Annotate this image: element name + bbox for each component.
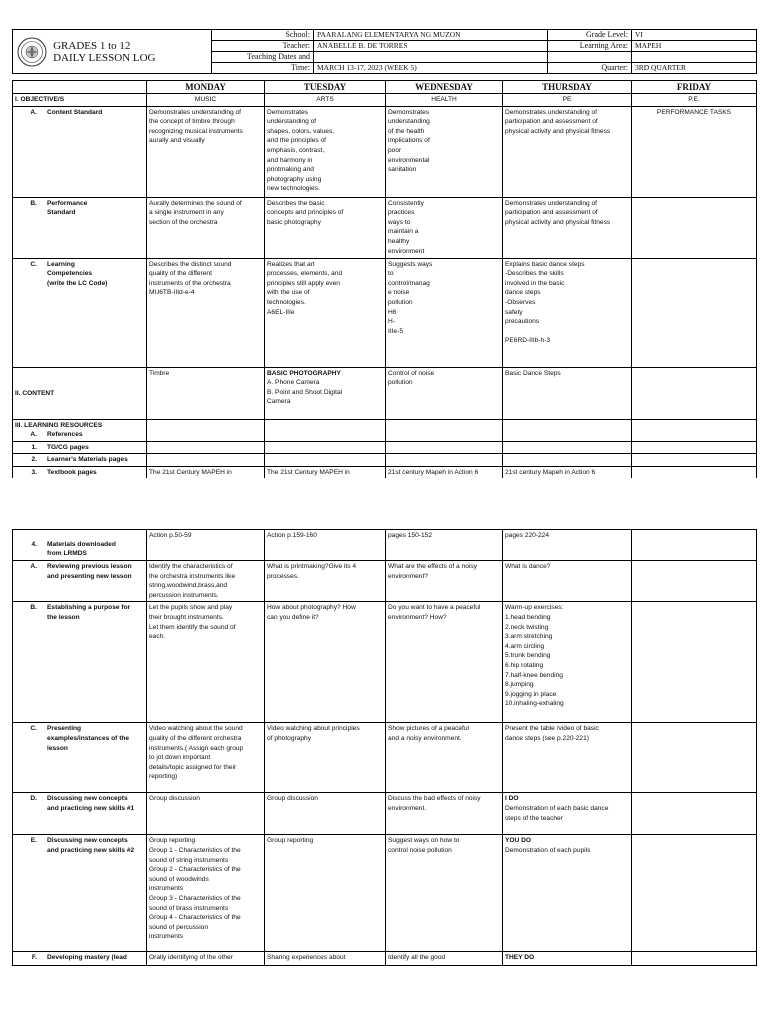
cell-friday [632, 561, 757, 602]
cell-monday: Let the pupils show and play their brought instruments. Let them identify the sound of each. [147, 602, 265, 723]
row-label-learning-competencies: C. Learning Competencies (write the LC Code) [13, 258, 147, 367]
teaching-dates-label-1: Teaching Dates and [212, 52, 314, 63]
cell-monday: The 21st Century MAPEH in [147, 466, 265, 479]
cell-friday [632, 454, 757, 467]
teaching-dates-label-2: Time: [212, 63, 314, 74]
dates-blank-cell [314, 52, 548, 63]
cell-friday [632, 602, 757, 723]
cell-tuesday: Demonstrates understanding of shapes, colors, values, and the principles of emphasis, contrast, and harmony in printmaking and photography using new technologies. [265, 106, 386, 197]
cell-friday [632, 197, 757, 258]
row-tg-cg-pages [13, 441, 757, 454]
cell-wednesday: Identify all the good [386, 952, 503, 966]
page-1 [0, 0, 768, 478]
cell-wednesday: Suggests ways to control/manag e noise pollution H6 H- IIIe-5 [386, 258, 503, 367]
row-developing-mastery [13, 952, 757, 966]
cell-wednesday: Show pictures of a peaceful and a noisy environment. [386, 723, 503, 793]
cell-friday [632, 723, 757, 793]
row-discussing-2 [13, 835, 757, 952]
lesson-grid-page2 [12, 529, 757, 966]
row-label-textbook-pages: 3. Textbook pages [13, 466, 147, 479]
cell-wednesday: Control of noise pollution [386, 367, 503, 419]
day-header-monday: MONDAY [147, 81, 265, 94]
cell-thursday [503, 793, 632, 835]
content-tuesday-items: A. Phone Camera B. Point and Shoot Digital Camera [267, 379, 343, 406]
cell-monday: Identify the characteristics of the orchestra instruments like string,woodwind,brass,and percussion instruments. [147, 561, 265, 602]
cell-friday [632, 367, 757, 419]
cell-wednesday: Demonstrates understanding of the health implications of poor environmental sanitation [386, 106, 503, 197]
deped-seal-icon [17, 37, 47, 67]
cell-thursday [503, 835, 632, 952]
subject-wednesday: HEALTH [386, 94, 503, 107]
cell-friday [632, 258, 757, 367]
learning-area-value: MAPEH [632, 41, 757, 52]
row-label-discussing-1: D. Discussing new concepts and practicing new skills #1 [13, 793, 147, 835]
cell-friday [632, 441, 757, 454]
row-purpose [13, 602, 757, 723]
cell-monday: Aurally determines the sound of a single instrument in any section of the orchestra [147, 197, 265, 258]
cell-wednesday [386, 441, 503, 454]
row-materials-downloaded [13, 530, 757, 561]
cell-tuesday [265, 454, 386, 467]
row-learning-competencies [13, 258, 757, 367]
row-label-learning-resources: III. LEARNING RESOURCES A. References [13, 419, 147, 441]
cell-friday [632, 530, 757, 561]
page-break-gap [0, 478, 768, 520]
row-label-developing-mastery: F. Developing mastery (lead [13, 952, 147, 966]
day-header-friday: FRIDAY [632, 81, 757, 94]
cell-tuesday [265, 441, 386, 454]
cell-monday [147, 454, 265, 467]
cell-tuesday [265, 367, 386, 419]
school-value: PAARALANG ELEMENTARYA NG MUZON [314, 30, 548, 41]
row-learning-resources [13, 419, 757, 441]
cell-wednesday: Suggest ways on how to control noise pollution [386, 835, 503, 952]
cell-tuesday: How about photography? How can you define it? [265, 602, 386, 723]
cell-thursday: Basic Dance Steps [503, 367, 632, 419]
header-table [12, 29, 757, 74]
row-label-presenting: C. Presenting examples/instances of the lesson [13, 723, 147, 793]
i-do-text: Demonstration of each basic dance steps of the teacher [505, 804, 609, 822]
row-content [13, 367, 757, 419]
teaching-dates-value: MARCH 13-17, 2023 (WEEK 5) [314, 63, 548, 74]
teacher-label: Teacher: [212, 41, 314, 52]
cell-friday [632, 419, 757, 441]
row-label-purpose: B. Establishing a purpose for the lesson [13, 602, 147, 723]
form-title-line2: DAILY LESSON LOG [53, 51, 156, 64]
row-label-tg-cg: 1. TG/CG pages [13, 441, 147, 454]
cell-tuesday: Action p.159-160 [265, 530, 386, 561]
cell-thursday: Demonstrates understanding of participation and assessment of physical activity and physical fitness [503, 106, 632, 197]
day-header-thursday: THURSDAY [503, 81, 632, 94]
row-label-discussing-2: E. Discussing new concepts and practicing new skills #2 [13, 835, 147, 952]
cell-wednesday: Discuss the bad effects of noisy environment. [386, 793, 503, 835]
form-title-line1: GRADES 1 to 12 [53, 39, 131, 52]
cell-friday [632, 835, 757, 952]
row-label-materials: 4. Materials downloaded from LRMDS [13, 530, 147, 561]
cell-thursday: 21st century Mapeh in Action 6 [503, 466, 632, 479]
content-label: II. CONTENT [13, 367, 147, 419]
row-learners-materials [13, 454, 757, 467]
cell-monday: Timbre [147, 367, 265, 419]
lesson-grid-page1 [12, 80, 757, 480]
cell-tuesday: Video watching about principles of photography [265, 723, 386, 793]
subject-tuesday: ARTS [265, 94, 386, 107]
cell-monday: Group reporting Group 1 - Characteristics of the sound of string instruments Group 2 - Characteristics of the sound of woodwinds instruments Group 3 - Characteristics of the sound of brass instruments Group 4 - Characteristics of the sound of percussion instruments [147, 835, 265, 952]
grade-level-value: VI [632, 30, 757, 41]
page-2 [0, 520, 768, 1024]
cell-thursday: pages 220-224 [503, 530, 632, 561]
cell-friday [632, 793, 757, 835]
subject-monday: MUSIC [147, 94, 265, 107]
cell-monday: Video watching about the sound quality of the different orchestra instruments.( Assign each group to jot down important details/topic assigned for their reporting) [147, 723, 265, 793]
cell-tuesday [265, 419, 386, 441]
cell-tuesday: Describes the basic concepts and principles of basic photography [265, 197, 386, 258]
cell-wednesday: pages 150-152 [386, 530, 503, 561]
cell-tuesday: Group discussion [265, 793, 386, 835]
cell-thursday: Demonstrates understanding of participation and assessment of physical activity and physical fitness [503, 197, 632, 258]
subject-friday: P.E. [632, 94, 757, 107]
cell-thursday [503, 441, 632, 454]
cell-thursday: What is dance? [503, 561, 632, 602]
cell-thursday [503, 419, 632, 441]
grade-level-label: Grade Level: [548, 30, 632, 41]
subject-thursday: PE [503, 94, 632, 107]
cell-wednesday: Consistently practices ways to maintain a healthy environment [386, 197, 503, 258]
cell-monday: Group discussion [147, 793, 265, 835]
cell-thursday: Warm-up exercises: 1.head bending 2.neck twisting 3.arm stretching 4.arm circling 5.trunk bending 6.hip rotating 7.half-knee bending 8.jumping 9.jogging in place 10.inhaling-exhaling [503, 602, 632, 723]
cell-monday: Action p.50-59 [147, 530, 265, 561]
cell-wednesday [386, 454, 503, 467]
they-do-heading: THEY DO [505, 954, 535, 962]
cell-friday [632, 952, 757, 966]
row-presenting [13, 723, 757, 793]
row-label-performance-standard: B. Performance Standard [13, 197, 147, 258]
header-logo-cell [13, 30, 212, 74]
cell-tuesday: Realizes that art processes, elements, and principles still apply even with the use of technologies. A6EL-IIIe [265, 258, 386, 367]
i-do-heading: I DO [505, 795, 519, 803]
cell-wednesday: What are the effects of a noisy environment? [386, 561, 503, 602]
content-tuesday-title: BASIC PHOTOGRAPHY [267, 369, 341, 377]
row-content-standard [13, 106, 757, 197]
cell-monday: Orally identifying of the other [147, 952, 265, 966]
cell-tuesday: Group reporting [265, 835, 386, 952]
day-header-wednesday: WEDNESDAY [386, 81, 503, 94]
cell-monday [147, 441, 265, 454]
cell-wednesday: Do you want to have a peaceful environment? How? [386, 602, 503, 723]
school-label: School: [212, 30, 314, 41]
spacer-cell [548, 52, 632, 63]
row-label-reviewing: A. Reviewing previous lesson and presenting new lesson [13, 561, 147, 602]
you-do-text: Demonstration of each pupils [505, 846, 591, 854]
cell-tuesday: Sharing experiences about [265, 952, 386, 966]
day-header-tuesday: TUESDAY [265, 81, 386, 94]
row-label-content-standard: A. Content Standard [13, 106, 147, 197]
cell-monday: Demonstrates understanding of the concept of timbre through recognizing musical instruments aurally and visually [147, 106, 265, 197]
cell-tuesday: What is printmaking?Give its 4 processes. [265, 561, 386, 602]
cell-thursday [503, 952, 632, 966]
spacer-cell-2 [632, 52, 757, 63]
row-discussing-1 [13, 793, 757, 835]
cell-friday: PERFORMANCE TASKS [632, 106, 757, 197]
cell-wednesday [386, 419, 503, 441]
learning-area-label: Learning Area: [548, 41, 632, 52]
cell-monday [147, 419, 265, 441]
cell-monday: Describes the distinct sound quality of the different instruments of the orchestra MU6TB-IIId-e-4 [147, 258, 265, 367]
teacher-value: ANABELLE B. DE TORRES [314, 41, 548, 52]
cell-tuesday: The 21st Century MAPEH in [265, 466, 386, 479]
quarter-label: Quarter: [548, 63, 632, 74]
you-do-heading: YOU DO [505, 837, 532, 845]
objectives-label: I. OBJECTIVE/S [13, 94, 147, 107]
corner-cell [13, 81, 147, 94]
cell-thursday [503, 454, 632, 467]
quarter-value: 3RD QUARTER [632, 63, 757, 74]
cell-wednesday: 21st century Mapeh in Action 6 [386, 466, 503, 479]
row-label-learners-materials: 2. Learner's Materials pages [13, 454, 147, 467]
row-performance-standard [13, 197, 757, 258]
row-reviewing [13, 561, 757, 602]
cell-thursday: Explains basic dance steps -Describes the skills involved in the basic dance steps -Observes safety precautions PE6RD-IIIb-h-3 [503, 258, 632, 367]
cell-thursday: Present the table /video of basic dance steps (see p.220-221) [503, 723, 632, 793]
